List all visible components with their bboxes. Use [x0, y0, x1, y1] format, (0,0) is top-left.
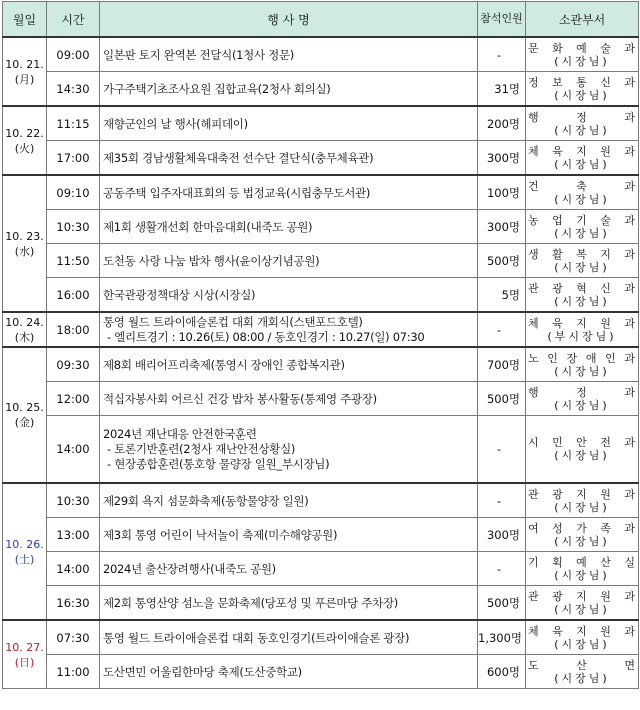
time-cell: 12:00: [47, 382, 100, 416]
department-cell: [526, 552, 639, 586]
event-cell: [100, 175, 478, 210]
department-cell: [526, 106, 639, 141]
event-title: 2024년 출산장려행사(내죽도 공원): [103, 561, 276, 576]
department-cell: [526, 37, 639, 72]
schedule-table: [2, 1, 639, 689]
table-row: [3, 552, 639, 586]
weekday-text: (火): [14, 141, 35, 155]
weekday-text: (月): [14, 72, 35, 86]
department-cell: [526, 141, 639, 176]
event-cell: [100, 552, 478, 586]
table-row: [3, 312, 639, 347]
attendance-cell: 500명: [478, 382, 526, 416]
department-attendee: (시장님): [554, 192, 610, 206]
attendance-cell: 5명: [478, 278, 526, 313]
event-cell: [100, 382, 478, 416]
department-attendee: (시장님): [554, 54, 610, 68]
department-name: 관 광 혁 신 과: [528, 281, 636, 295]
event-cell: [100, 106, 478, 141]
event-title: 공동주택 입주자대표회의 등 법정교육(시립충무도서관): [103, 185, 371, 200]
event-subline: - 엘리트경기 : 10.26(토) 08:00 / 동호인경기 : 10.27(일) 07:30: [107, 330, 425, 344]
department-attendee: (시장님): [554, 500, 610, 514]
time-cell: 14:30: [47, 72, 100, 107]
department-name: 행 정 과: [528, 110, 636, 124]
attendance-cell: 1,300명: [478, 620, 526, 655]
time-cell: 14:00: [47, 416, 100, 484]
date-cell: [3, 620, 47, 689]
attendance-cell: 700명: [478, 347, 526, 382]
time-cell: 16:30: [47, 586, 100, 621]
department-cell: [526, 586, 639, 621]
attendance-cell: 300명: [478, 518, 526, 552]
department-attendee: (시장님): [554, 260, 610, 274]
date-cell: [3, 347, 47, 483]
event-title: 제2회 통영산양 섬노을 문화축제(당포성 및 푸른마당 주차장): [103, 595, 398, 610]
date-cell: [3, 175, 47, 312]
department-attendee: (시장님): [554, 294, 610, 308]
department-cell: [526, 278, 639, 313]
event-title: 제1회 생활개선회 한마음대회(내죽도 공원): [103, 219, 313, 234]
department-name: 도 산 면: [528, 658, 636, 672]
department-name: 체 육 지 원 과: [528, 144, 636, 158]
table-row: [3, 655, 639, 689]
department-cell: [526, 175, 639, 210]
date-cell: [3, 37, 47, 106]
weekday-text: (水): [14, 244, 35, 258]
table-row: [3, 620, 639, 655]
date-text: 10. 25.: [5, 401, 44, 414]
attendance-cell: 300명: [478, 210, 526, 244]
department-cell: [526, 620, 639, 655]
event-cell: [100, 347, 478, 382]
date-cell: [3, 312, 47, 347]
weekday-text: (金): [14, 416, 35, 429]
attendance-cell: -: [478, 483, 526, 518]
table-row: [3, 141, 639, 176]
department-cell: [526, 210, 639, 244]
department-attendee: (시장님): [554, 398, 610, 412]
event-title: 2024년 재난대응 안전한국훈련: [103, 427, 257, 441]
schedule-body: [3, 37, 639, 689]
header-department: 소관부서: [526, 2, 639, 38]
event-cell: [100, 72, 478, 107]
attendance-cell: -: [478, 312, 526, 347]
time-cell: 13:00: [47, 518, 100, 552]
table-row: [3, 347, 639, 382]
event-title: 한국관광정책대상 시상(시장실): [103, 287, 256, 302]
table-row: [3, 106, 639, 141]
table-row: [3, 278, 639, 313]
weekday-text: (土): [14, 552, 35, 566]
event-title: 도산면민 어울림한마당 축제(도산중학교): [103, 664, 302, 679]
department-attendee: (시장님): [554, 602, 610, 616]
date-text: 10. 21.: [5, 57, 44, 71]
event-title: 제3회 통영 어린이 낙서놀이 축제(미수해양공원): [103, 527, 338, 542]
department-attendee: (부시장님): [547, 329, 617, 343]
table-row: [3, 72, 639, 107]
weekday-text: (日): [14, 655, 35, 669]
department-attendee: (시장님): [554, 123, 610, 137]
department-attendee: (시장님): [554, 671, 610, 685]
event-cell: [100, 620, 478, 655]
attendance-cell: 31명: [478, 72, 526, 107]
event-cell: [100, 518, 478, 552]
attendance-cell: -: [478, 552, 526, 586]
department-attendee: (시장님): [554, 449, 610, 462]
header-time: 시간: [47, 2, 100, 38]
table-row: [3, 483, 639, 518]
department-name: 농 업 기 술 과: [528, 213, 636, 227]
department-name: 시 민 안 전 과: [528, 436, 636, 449]
date-text: 10. 22.: [5, 126, 44, 140]
time-cell: 11:15: [47, 106, 100, 141]
department-name: 체 육 지 원 과: [528, 316, 636, 330]
event-title: 제29회 욕지 섬문화축제(동항물양장 일원): [103, 493, 309, 508]
date-text: 10. 27.: [5, 640, 44, 654]
event-cell: [100, 278, 478, 313]
time-cell: 10:30: [47, 210, 100, 244]
department-attendee: (시장님): [554, 88, 610, 102]
event-cell: [100, 416, 478, 484]
event-title: 제35회 경남생활체육대축전 선수단 결단식(충무체육관): [103, 150, 374, 165]
department-cell: [526, 244, 639, 278]
department-name: 관 광 지 원 과: [528, 487, 636, 501]
event-cell: [100, 586, 478, 621]
attendance-cell: 200명: [478, 106, 526, 141]
event-cell: [100, 655, 478, 689]
attendance-cell: -: [478, 416, 526, 484]
time-cell: 14:00: [47, 552, 100, 586]
department-cell: [526, 518, 639, 552]
date-text: 10. 24.: [5, 315, 44, 329]
weekday-text: (木): [14, 330, 35, 344]
department-name: 기 획 예 산 실: [528, 555, 636, 569]
department-name: 문 화 예 술 과: [528, 41, 636, 55]
date-cell: [3, 483, 47, 620]
table-row: [3, 175, 639, 210]
time-cell: 18:00: [47, 312, 100, 347]
event-cell: [100, 312, 478, 347]
event-subline: - 토론기반훈련(2청사 재난안전상황실): [107, 442, 296, 456]
department-attendee: (시장님): [554, 568, 610, 582]
event-title: 도천동 사랑 나눔 밥차 행사(윤이상기념공원): [103, 253, 320, 268]
department-name: 생 활 복 지 과: [528, 247, 636, 261]
event-title: 재향군인의 날 행사(헤피데이): [103, 116, 248, 131]
department-name: 정 보 통 신 과: [528, 75, 636, 89]
date-text: 10. 23.: [5, 229, 44, 243]
event-cell: [100, 244, 478, 278]
time-cell: 10:30: [47, 483, 100, 518]
department-attendee: (시장님): [554, 157, 610, 171]
attendance-cell: 600명: [478, 655, 526, 689]
department-name: 관 광 지 원 과: [528, 589, 636, 603]
time-cell: 09:00: [47, 37, 100, 72]
time-cell: 17:00: [47, 141, 100, 176]
time-cell: 16:00: [47, 278, 100, 313]
header-attendance: 참석인원: [478, 2, 526, 38]
department-cell: [526, 483, 639, 518]
time-cell: 11:00: [47, 655, 100, 689]
header-event: 행 사 명: [100, 2, 478, 38]
event-title: 제8회 배리어프리축제(통영시 장애인 종합복지관): [103, 357, 345, 372]
department-cell: [526, 72, 639, 107]
department-attendee: (시장님): [554, 226, 610, 240]
header-date: 월일: [3, 2, 47, 38]
event-title: 통영 월드 트라이애슬론컵 대회 개회식(스탠포드호텔): [103, 315, 363, 329]
department-name: 노 인 장 애 인 과: [528, 351, 636, 365]
table-row: [3, 586, 639, 621]
department-name: 여 성 가 족 과: [528, 521, 636, 535]
event-cell: [100, 141, 478, 176]
department-name: 체 육 지 원 과: [528, 624, 636, 638]
department-cell: [526, 655, 639, 689]
event-title: 적십자봉사회 어르신 건강 밥차 봉사활동(통제영 주광장): [103, 391, 377, 406]
attendance-cell: -: [478, 37, 526, 72]
event-title: 통영 월드 트라이애슬론컵 대회 동호인경기(트라이애슬론 광장): [103, 630, 410, 645]
time-cell: 11:50: [47, 244, 100, 278]
event-subline: - 현장종합훈련(통호항 물량장 일원_부시장님): [107, 457, 330, 471]
department-cell: [526, 382, 639, 416]
event-cell: [100, 37, 478, 72]
table-row: [3, 210, 639, 244]
department-cell: [526, 416, 639, 484]
department-attendee: (시장님): [554, 364, 610, 378]
attendance-cell: 500명: [478, 586, 526, 621]
time-cell: 09:30: [47, 347, 100, 382]
department-name: 건 축 과: [528, 179, 636, 193]
attendance-cell: 500명: [478, 244, 526, 278]
department-attendee: (시장님): [554, 637, 610, 651]
table-row: [3, 382, 639, 416]
date-cell: [3, 106, 47, 175]
table-row: [3, 37, 639, 72]
event-cell: [100, 210, 478, 244]
department-name: 행 정 과: [528, 385, 636, 399]
schedule-page: [0, 1, 640, 710]
table-row: [3, 416, 639, 484]
department-cell: [526, 312, 639, 347]
attendance-cell: 100명: [478, 175, 526, 210]
department-attendee: (시장님): [554, 534, 610, 548]
event-title: 일본판 토지 완역본 전달식(1청사 정문): [103, 47, 294, 62]
header-row: [3, 2, 639, 38]
table-row: [3, 518, 639, 552]
time-cell: 07:30: [47, 620, 100, 655]
attendance-cell: 300명: [478, 141, 526, 176]
table-row: [3, 244, 639, 278]
date-text: 10. 26.: [5, 537, 44, 551]
event-cell: [100, 483, 478, 518]
department-cell: [526, 347, 639, 382]
event-title: 가구주택기초조사요원 집합교육(2청사 회의실): [103, 81, 331, 96]
time-cell: 09:10: [47, 175, 100, 210]
